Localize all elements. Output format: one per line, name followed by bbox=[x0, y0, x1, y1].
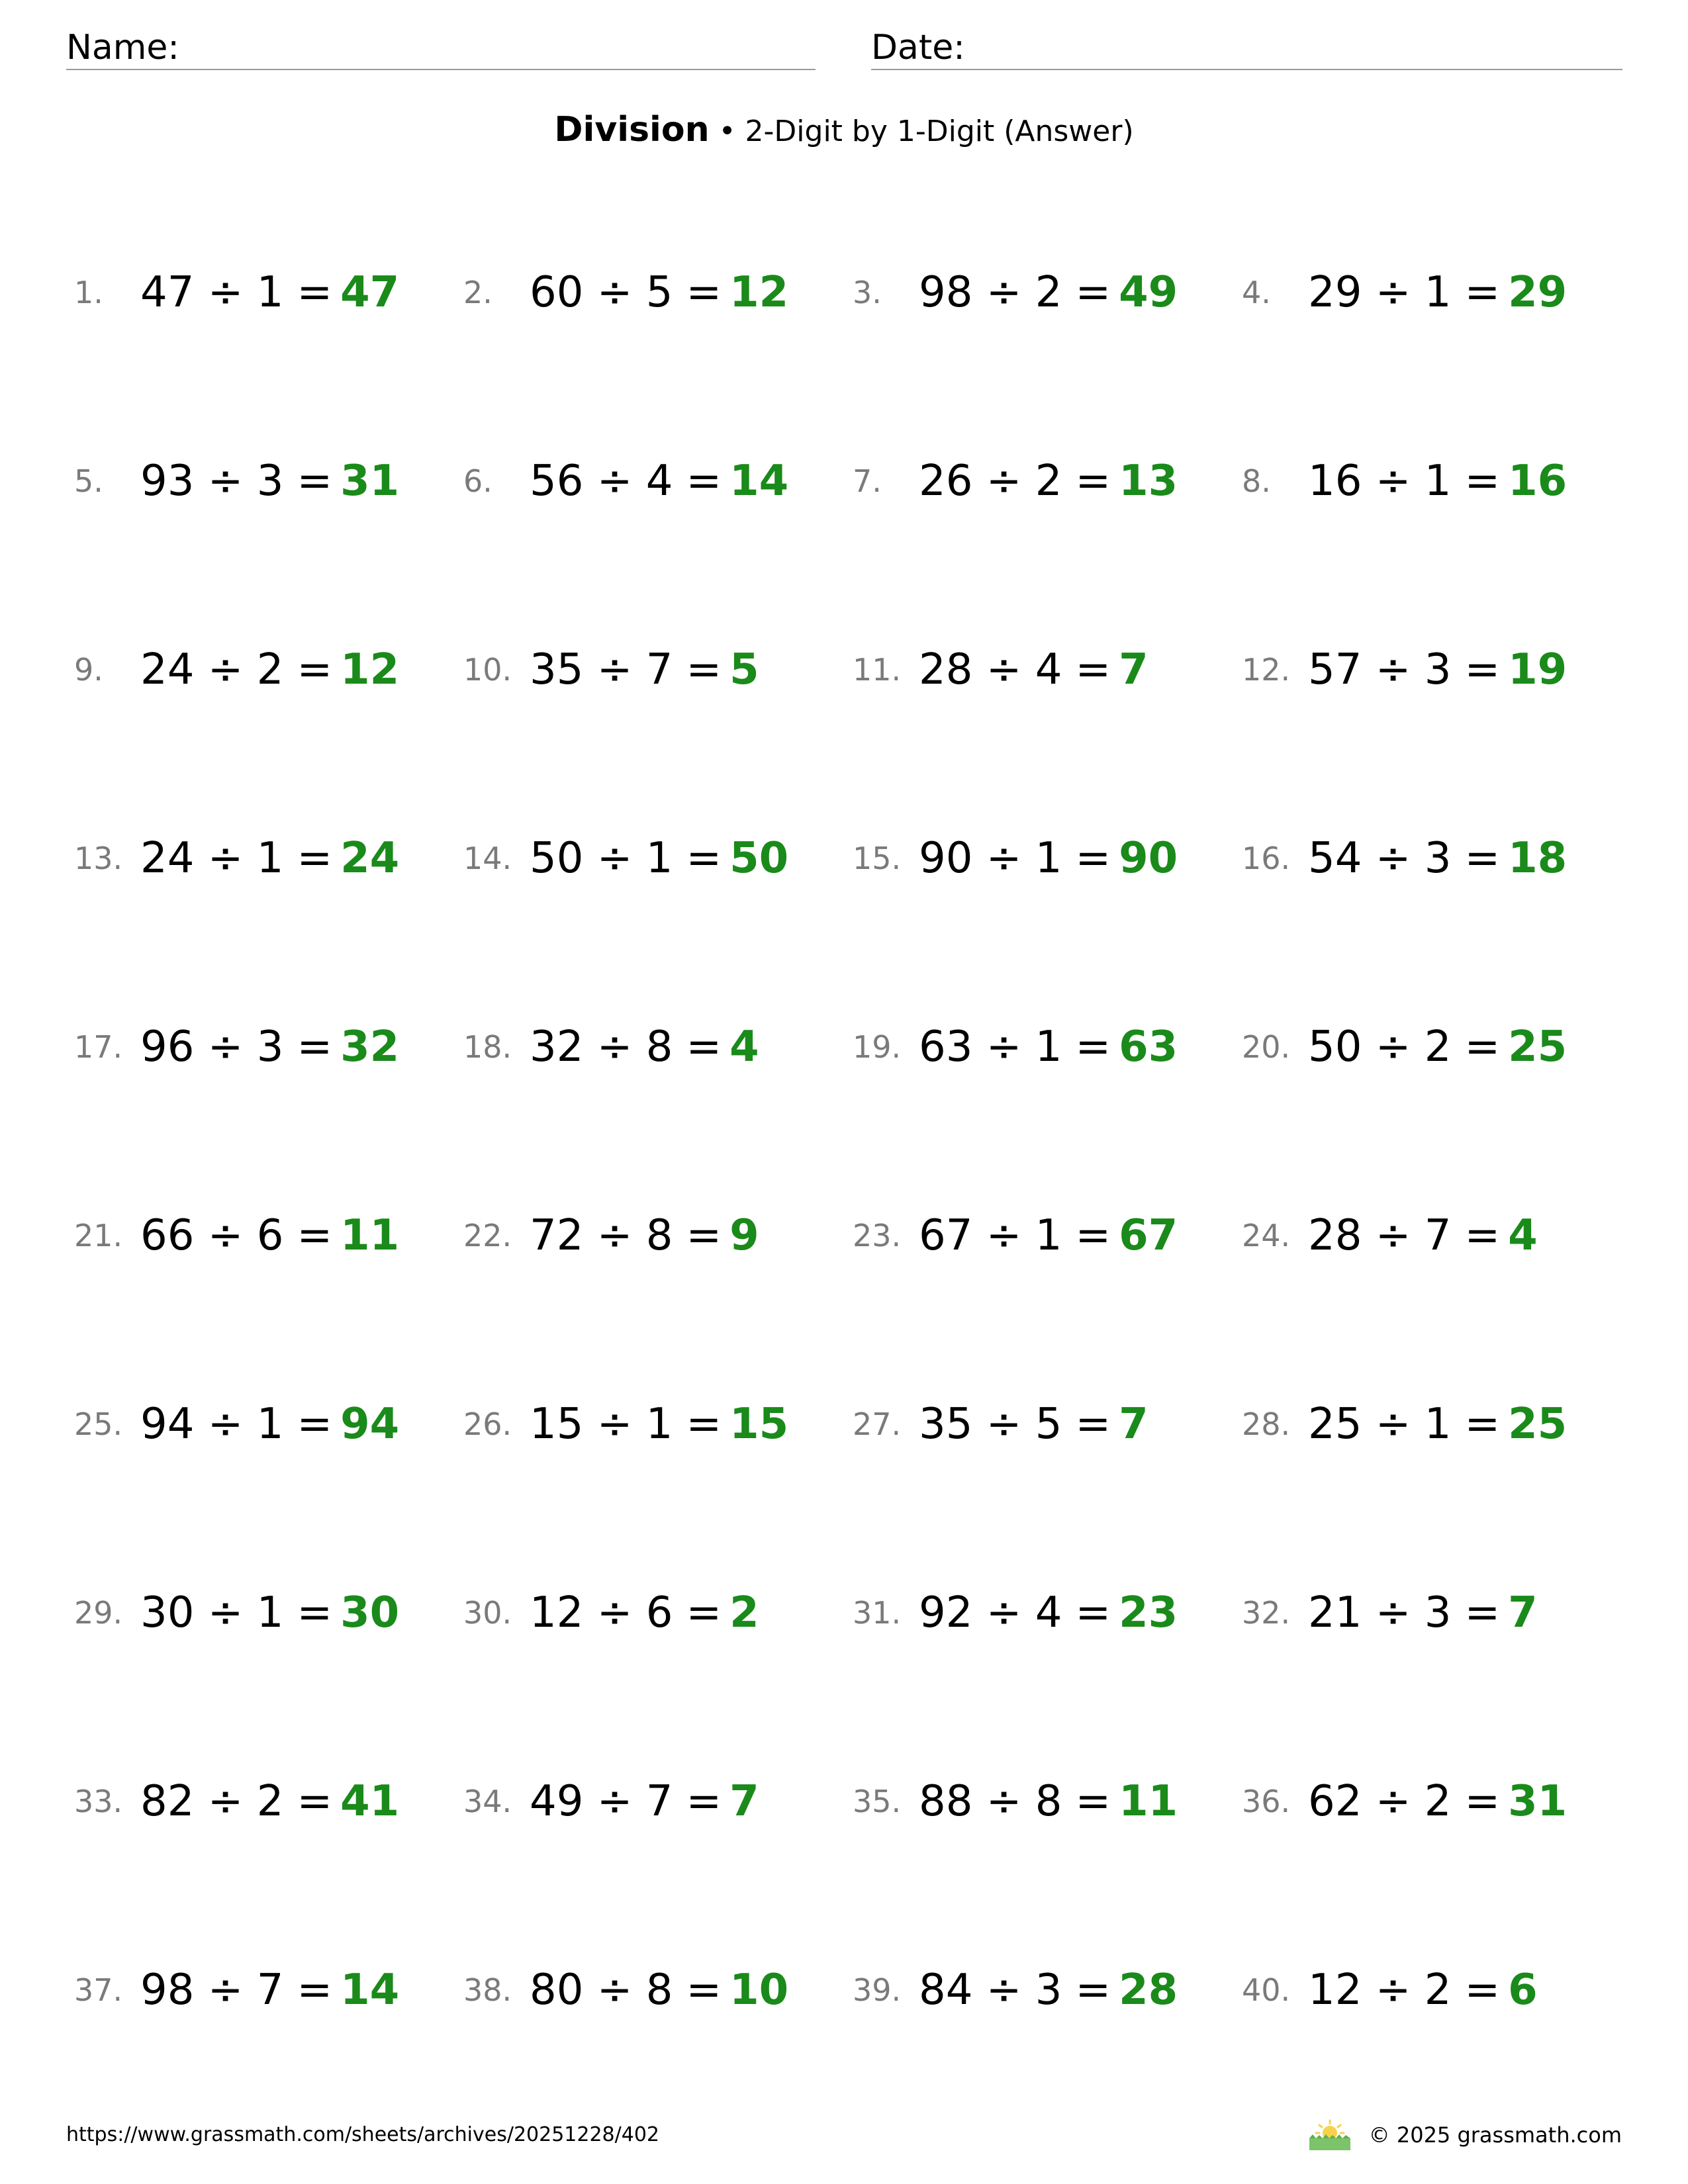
answer: 7 bbox=[1508, 1588, 1538, 1637]
question-number: 12. bbox=[1242, 652, 1291, 688]
division-expression: 35 ÷ 7 bbox=[530, 645, 673, 694]
equals-sign: = bbox=[686, 645, 722, 694]
division-expression: 24 ÷ 1 bbox=[140, 834, 284, 883]
problem-item bbox=[1234, 1189, 1623, 1282]
date-label: Date: bbox=[871, 28, 965, 68]
question-number: 16. bbox=[1242, 841, 1291, 876]
question-number: 8. bbox=[1242, 463, 1271, 499]
problem-item bbox=[845, 1944, 1234, 2036]
division-expression: 90 ÷ 1 bbox=[919, 834, 1062, 883]
question-number: 21. bbox=[74, 1218, 123, 1253]
question-number: 39. bbox=[853, 1972, 902, 2008]
division-expression: 24 ÷ 2 bbox=[140, 645, 284, 694]
answer: 6 bbox=[1508, 1966, 1538, 2015]
problem-item bbox=[1234, 1944, 1623, 2036]
question-number: 14. bbox=[463, 841, 512, 876]
equals-sign: = bbox=[686, 1966, 722, 2015]
equals-sign: = bbox=[1075, 1400, 1111, 1449]
problem-item bbox=[1234, 1567, 1623, 1659]
division-expression: 29 ÷ 1 bbox=[1308, 268, 1452, 317]
question-number: 29. bbox=[74, 1595, 123, 1631]
question-number: 25. bbox=[74, 1406, 123, 1442]
problem-item bbox=[845, 246, 1234, 339]
equals-sign: = bbox=[1464, 1966, 1501, 2015]
answer: 29 bbox=[1508, 268, 1568, 317]
question-number: 22. bbox=[463, 1218, 512, 1253]
answer: 12 bbox=[340, 645, 400, 694]
answer: 12 bbox=[729, 268, 789, 317]
division-expression: 84 ÷ 3 bbox=[919, 1966, 1062, 2015]
division-expression: 16 ÷ 1 bbox=[1308, 457, 1452, 506]
question-number: 4. bbox=[1242, 275, 1271, 310]
equals-sign: = bbox=[297, 1400, 333, 1449]
equals-sign: = bbox=[1075, 645, 1111, 694]
problem-item bbox=[455, 246, 845, 339]
division-expression: 57 ÷ 3 bbox=[1308, 645, 1452, 694]
answer: 2 bbox=[729, 1588, 759, 1637]
division-expression: 50 ÷ 2 bbox=[1308, 1023, 1452, 1071]
problem-item bbox=[66, 435, 455, 527]
equals-sign: = bbox=[297, 268, 333, 317]
problem-item bbox=[455, 435, 845, 527]
division-expression: 98 ÷ 2 bbox=[919, 268, 1062, 317]
equals-sign: = bbox=[297, 1211, 333, 1260]
equals-sign: = bbox=[1075, 1588, 1111, 1637]
question-number: 2. bbox=[463, 275, 492, 310]
answer: 25 bbox=[1508, 1023, 1568, 1071]
question-number: 35. bbox=[853, 1784, 902, 1819]
question-number: 37. bbox=[74, 1972, 123, 2008]
question-number: 13. bbox=[74, 841, 123, 876]
division-expression: 47 ÷ 1 bbox=[140, 268, 284, 317]
question-number: 26. bbox=[463, 1406, 512, 1442]
equals-sign: = bbox=[297, 834, 333, 883]
name-label: Name: bbox=[66, 28, 179, 68]
problem-item bbox=[1234, 623, 1623, 716]
equals-sign: = bbox=[1075, 268, 1111, 317]
answer: 30 bbox=[340, 1588, 400, 1637]
question-number: 20. bbox=[1242, 1029, 1291, 1065]
problem-item bbox=[1234, 1001, 1623, 1093]
problem-item bbox=[845, 1189, 1234, 1282]
answer: 31 bbox=[1508, 1777, 1568, 1826]
answer: 49 bbox=[1119, 268, 1178, 317]
division-expression: 56 ÷ 4 bbox=[530, 457, 673, 506]
answer: 47 bbox=[340, 268, 400, 317]
problem-item bbox=[845, 1001, 1234, 1093]
problem-item bbox=[66, 1755, 455, 1848]
division-expression: 12 ÷ 6 bbox=[530, 1588, 673, 1637]
division-expression: 35 ÷ 5 bbox=[919, 1400, 1062, 1449]
question-number: 19. bbox=[853, 1029, 902, 1065]
grass-sun-logo-icon bbox=[1307, 2118, 1353, 2152]
answer: 11 bbox=[1119, 1777, 1178, 1826]
division-expression: 21 ÷ 3 bbox=[1308, 1588, 1452, 1637]
division-expression: 93 ÷ 3 bbox=[140, 457, 284, 506]
answer: 13 bbox=[1119, 457, 1178, 506]
answer: 41 bbox=[340, 1777, 400, 1826]
equals-sign: = bbox=[1075, 1023, 1111, 1071]
problem-item bbox=[455, 1567, 845, 1659]
question-number: 3. bbox=[853, 275, 882, 310]
answer: 16 bbox=[1508, 457, 1568, 506]
equals-sign: = bbox=[1464, 834, 1501, 883]
problem-item bbox=[845, 435, 1234, 527]
equals-sign: = bbox=[686, 834, 722, 883]
problem-item bbox=[1234, 812, 1623, 905]
question-number: 7. bbox=[853, 463, 882, 499]
problem-item bbox=[66, 812, 455, 905]
problem-item bbox=[66, 1001, 455, 1093]
division-expression: 63 ÷ 1 bbox=[919, 1023, 1062, 1071]
answer: 4 bbox=[1508, 1211, 1538, 1260]
equals-sign: = bbox=[1464, 645, 1501, 694]
problem-item bbox=[1234, 435, 1623, 527]
division-expression: 12 ÷ 2 bbox=[1308, 1966, 1452, 2015]
question-number: 5. bbox=[74, 463, 103, 499]
division-expression: 32 ÷ 8 bbox=[530, 1023, 673, 1071]
problem-item bbox=[455, 1001, 845, 1093]
answer: 90 bbox=[1119, 834, 1178, 883]
equals-sign: = bbox=[297, 645, 333, 694]
problem-item bbox=[845, 623, 1234, 716]
division-expression: 49 ÷ 7 bbox=[530, 1777, 673, 1826]
problem-item bbox=[66, 1378, 455, 1471]
question-number: 10. bbox=[463, 652, 512, 688]
answer: 10 bbox=[729, 1966, 789, 2015]
footer-url[interactable]: https://www.grassmath.com/sheets/archives/20251228/402 bbox=[66, 2123, 660, 2146]
equals-sign: = bbox=[686, 1588, 722, 1637]
question-number: 23. bbox=[853, 1218, 902, 1253]
equals-sign: = bbox=[1075, 1966, 1111, 2015]
answer: 9 bbox=[729, 1211, 759, 1260]
answer: 5 bbox=[729, 645, 759, 694]
division-expression: 80 ÷ 8 bbox=[530, 1966, 673, 2015]
copyright-text: © 2025 grassmath.com bbox=[1368, 2122, 1622, 2148]
equals-sign: = bbox=[686, 1023, 722, 1071]
answer: 7 bbox=[729, 1777, 759, 1826]
equals-sign: = bbox=[1464, 1400, 1501, 1449]
problem-item bbox=[845, 1755, 1234, 1848]
division-expression: 30 ÷ 1 bbox=[140, 1588, 284, 1637]
answer: 31 bbox=[340, 457, 400, 506]
question-number: 38. bbox=[463, 1972, 512, 2008]
answer: 63 bbox=[1119, 1023, 1178, 1071]
answer: 14 bbox=[729, 457, 789, 506]
equals-sign: = bbox=[297, 1588, 333, 1637]
division-expression: 88 ÷ 8 bbox=[919, 1777, 1062, 1826]
division-expression: 25 ÷ 1 bbox=[1308, 1400, 1452, 1449]
question-number: 30. bbox=[463, 1595, 512, 1631]
worksheet-title bbox=[0, 106, 1688, 156]
problem-item bbox=[66, 246, 455, 339]
problem-item bbox=[455, 1378, 845, 1471]
equals-sign: = bbox=[1464, 1023, 1501, 1071]
answer: 7 bbox=[1119, 645, 1149, 694]
question-number: 1. bbox=[74, 275, 103, 310]
question-number: 15. bbox=[853, 841, 902, 876]
question-number: 28. bbox=[1242, 1406, 1291, 1442]
question-number: 11. bbox=[853, 652, 902, 688]
division-expression: 15 ÷ 1 bbox=[530, 1400, 673, 1449]
question-number: 9. bbox=[74, 652, 103, 688]
question-number: 27. bbox=[853, 1406, 902, 1442]
problem-item bbox=[455, 1189, 845, 1282]
title-main: Division bbox=[554, 110, 710, 150]
answer: 23 bbox=[1119, 1588, 1178, 1637]
division-expression: 92 ÷ 4 bbox=[919, 1588, 1062, 1637]
equals-sign: = bbox=[1075, 1777, 1111, 1826]
answer: 24 bbox=[340, 834, 400, 883]
problem-item bbox=[455, 1755, 845, 1848]
answer: 25 bbox=[1508, 1400, 1568, 1449]
equals-sign: = bbox=[686, 457, 722, 506]
problem-item bbox=[66, 1944, 455, 2036]
equals-sign: = bbox=[297, 1023, 333, 1071]
name-field[interactable] bbox=[66, 26, 816, 70]
division-expression: 94 ÷ 1 bbox=[140, 1400, 284, 1449]
answer: 15 bbox=[729, 1400, 789, 1449]
equals-sign: = bbox=[686, 1211, 722, 1260]
equals-sign: = bbox=[1464, 457, 1501, 506]
problem-item bbox=[845, 812, 1234, 905]
equals-sign: = bbox=[1075, 1211, 1111, 1260]
title-subtitle: • 2-Digit by 1-Digit (Answer) bbox=[709, 114, 1134, 148]
question-number: 32. bbox=[1242, 1595, 1291, 1631]
equals-sign: = bbox=[297, 1777, 333, 1826]
equals-sign: = bbox=[1075, 834, 1111, 883]
question-number: 6. bbox=[463, 463, 492, 499]
date-field[interactable] bbox=[871, 26, 1622, 70]
problem-item bbox=[66, 623, 455, 716]
division-expression: 67 ÷ 1 bbox=[919, 1211, 1062, 1260]
equals-sign: = bbox=[686, 268, 722, 317]
problem-item bbox=[455, 812, 845, 905]
question-number: 40. bbox=[1242, 1972, 1291, 2008]
division-expression: 26 ÷ 2 bbox=[919, 457, 1062, 506]
equals-sign: = bbox=[1464, 268, 1501, 317]
question-number: 17. bbox=[74, 1029, 123, 1065]
question-number: 18. bbox=[463, 1029, 512, 1065]
division-expression: 54 ÷ 3 bbox=[1308, 834, 1452, 883]
problem-item bbox=[845, 1567, 1234, 1659]
problem-item bbox=[845, 1378, 1234, 1471]
answer: 18 bbox=[1508, 834, 1568, 883]
answer: 94 bbox=[340, 1400, 400, 1449]
answer: 4 bbox=[729, 1023, 759, 1071]
question-number: 36. bbox=[1242, 1784, 1291, 1819]
problem-item bbox=[1234, 1378, 1623, 1471]
division-expression: 72 ÷ 8 bbox=[530, 1211, 673, 1260]
answer: 19 bbox=[1508, 645, 1568, 694]
division-expression: 96 ÷ 3 bbox=[140, 1023, 284, 1071]
division-expression: 66 ÷ 6 bbox=[140, 1211, 284, 1260]
question-number: 34. bbox=[463, 1784, 512, 1819]
equals-sign: = bbox=[686, 1400, 722, 1449]
equals-sign: = bbox=[297, 1966, 333, 2015]
equals-sign: = bbox=[1464, 1588, 1501, 1637]
equals-sign: = bbox=[686, 1777, 722, 1826]
question-number: 33. bbox=[74, 1784, 123, 1819]
problem-item bbox=[1234, 1755, 1623, 1848]
division-expression: 60 ÷ 5 bbox=[530, 268, 673, 317]
division-expression: 28 ÷ 4 bbox=[919, 645, 1062, 694]
answer: 32 bbox=[340, 1023, 400, 1071]
problem-item bbox=[455, 1944, 845, 2036]
division-expression: 82 ÷ 2 bbox=[140, 1777, 284, 1826]
problem-item bbox=[66, 1189, 455, 1282]
division-expression: 98 ÷ 7 bbox=[140, 1966, 284, 2015]
answer: 14 bbox=[340, 1966, 400, 2015]
equals-sign: = bbox=[1075, 457, 1111, 506]
problem-item bbox=[66, 1567, 455, 1659]
equals-sign: = bbox=[1464, 1777, 1501, 1826]
division-expression: 28 ÷ 7 bbox=[1308, 1211, 1452, 1260]
answer: 11 bbox=[340, 1211, 400, 1260]
answer: 50 bbox=[729, 834, 789, 883]
question-number: 24. bbox=[1242, 1218, 1291, 1253]
problem-item bbox=[1234, 246, 1623, 339]
equals-sign: = bbox=[297, 457, 333, 506]
equals-sign: = bbox=[1464, 1211, 1501, 1260]
question-number: 31. bbox=[853, 1595, 902, 1631]
division-expression: 62 ÷ 2 bbox=[1308, 1777, 1452, 1826]
problem-item bbox=[455, 623, 845, 716]
answer: 28 bbox=[1119, 1966, 1178, 2015]
division-expression: 50 ÷ 1 bbox=[530, 834, 673, 883]
answer: 7 bbox=[1119, 1400, 1149, 1449]
problem-grid bbox=[66, 246, 1623, 2152]
footer-brand bbox=[1307, 2115, 1622, 2155]
answer: 67 bbox=[1119, 1211, 1178, 1260]
